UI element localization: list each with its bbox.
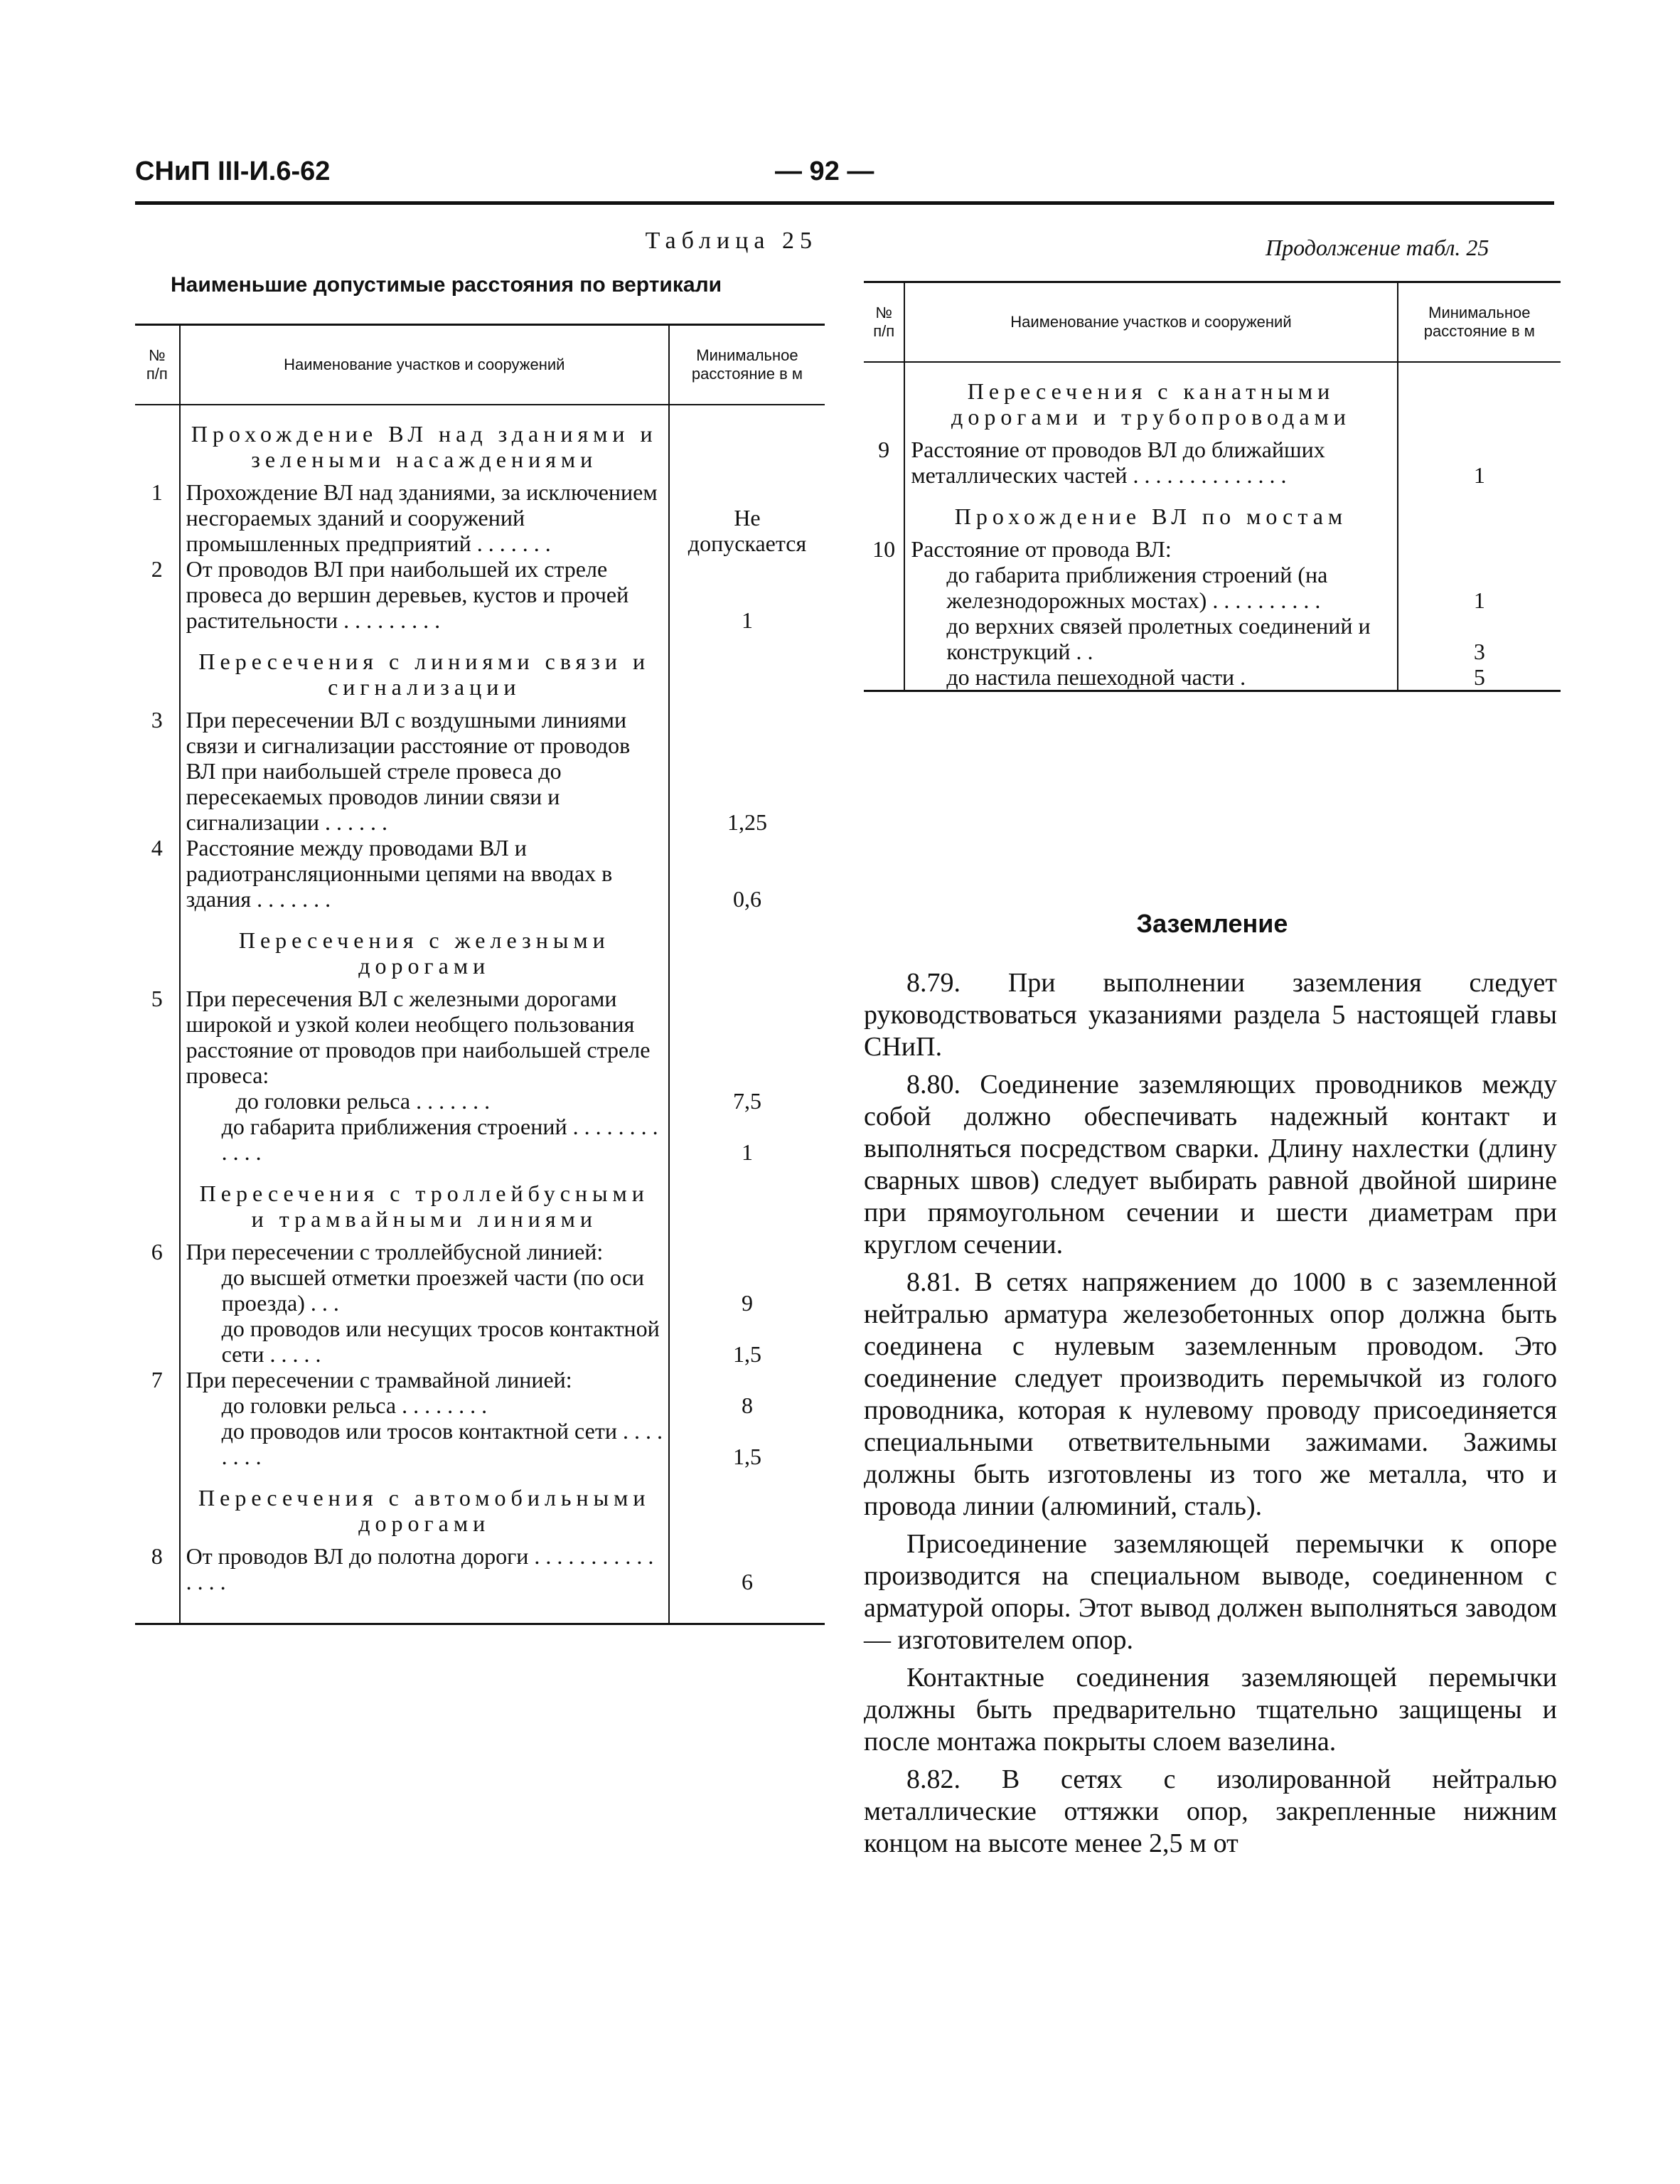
row-value: Не допускается [687,505,807,556]
table-subrow [135,1088,825,1114]
header-rule [135,201,1554,205]
table-subrow [135,1264,825,1316]
section-title: Пересечения с канатными дорогами и трубопроводами [904,362,1397,437]
subrow-text: до проводов или несущих тросов контактной сети . . . . . [221,1316,660,1367]
table-row [135,479,825,556]
row-number: 9 [864,437,904,488]
row-value: 1,25 [727,809,767,835]
row-value: 5 [1473,664,1485,690]
section-title: Пересечения с троллейбусными и трамвайными линиями [180,1165,669,1239]
row-number: 5 [135,986,180,1088]
row-number: 10 [864,536,904,562]
table-row [864,536,1561,562]
table-row [135,1543,825,1594]
col-header-number: № п/п [135,325,180,405]
section-title: Прохождение ВЛ по мостам [904,488,1397,536]
table-row [135,986,825,1088]
row-number: 2 [135,556,180,633]
row-text: Расстояние от провода ВЛ: [904,536,1397,562]
row-value: 8 [741,1392,753,1418]
table-subrow [864,664,1561,691]
subrow-text: до настила пешеходной части . [946,664,1246,690]
row-value: 3 [1473,639,1485,664]
row-text: Расстояние между проводами ВЛ и радиотрансляционными цепями на вводах в здания . . . . . . . [180,835,669,912]
table-row [135,835,825,912]
row-text: От проводов ВЛ до полотна дороги . . . . . . . . . . . . . . . [180,1543,669,1594]
row-text: При пересечения ВЛ с железными дорогами широкой и узкой колеи необщего пользования расстояние от проводов при наибольшей стреле провеса: [180,986,669,1088]
table-25 [135,324,825,1625]
table-header-row [135,325,825,405]
row-number: 8 [135,1543,180,1594]
row-number: 7 [135,1367,180,1392]
paragraph: 8.79. При выполнении заземления следует руководствоваться указаниями раздела 5 настоящей главы СНиП. [864,968,1557,1062]
section-heading: Заземление [1136,909,1288,938]
paragraph: 8.82. В сетях с изолированной нейтралью металлические оттяжки опор, закрепленные нижним концом на высоте менее 2,5 м от [864,1764,1557,1858]
table-header-row [864,282,1561,363]
subrow-text: до габарита приближения строений . . . . . . . . . . . . [221,1114,658,1165]
row-value: 1 [1473,462,1485,488]
subrow-text: до высшей отметки проезжей части (по оси проезда) . . . [221,1264,645,1316]
section-row [864,362,1561,437]
section-row [135,1165,825,1239]
row-text: Прохождение ВЛ над зданиями, за исключением несгораемых зданий и сооружений промышленных предприятий . . . . . . . [180,479,669,556]
paragraph: Присоединение заземляющей перемычки к опоре производится на специальном выводе, соединенном с арматурой опоры. Этот вывод должен выполняться заводом — изготовителем опор. [864,1529,1557,1655]
table-subrow [135,1316,825,1367]
row-text: При пересечении с троллейбусной линией: [180,1239,669,1264]
page-number: — 92 — [775,156,874,186]
row-value: 6 [741,1569,753,1594]
row-value: 1,5 [732,1341,761,1367]
subrow-text: до головки рельса . . . . . . . . [221,1392,488,1418]
document-code: СНиП III-И.6-62 [135,156,331,186]
table-subrow [864,613,1561,664]
section-title: Пересечения с железными дорогами [180,912,669,986]
col-header-distance: Минимальное расстояние в м [1398,282,1561,363]
row-number: 3 [135,707,180,835]
section-row [135,633,825,707]
paragraph: Контактные соединения заземляющей перемычки должны быть предварительно тщательно защищены и после монтажа покрыты слоем вазелина. [864,1663,1557,1757]
section-row [864,488,1561,536]
table-title: Наименьшие допустимые расстояния по вертикали [171,273,722,297]
row-text: От проводов ВЛ при наибольшей их стреле провеса до вершин деревьев, кустов и прочей растительности . . . . . . . . . [180,556,669,633]
row-text: При пересечении ВЛ с воздушными линиями связи и сигнализации расстояние от проводов ВЛ при наибольшей стреле провеса до пересекаемых проводов линии связи и сигнализации . . . . . . [180,707,669,835]
section-body [864,967,1557,1865]
section-row [135,1469,825,1543]
table-subrow [135,1114,825,1165]
col-header-distance: Минимальное расстояние в м [669,325,825,405]
table-subrow [864,562,1561,613]
table-continuation-caption: Продолжение табл. 25 [1266,235,1489,260]
table-row [864,437,1561,488]
table-25-continued [864,281,1561,692]
row-value: 1 [1473,587,1485,613]
table-subrow [135,1392,825,1418]
subrow-text: до габарита приближения строений (на железнодорожных мостах) . . . . . . . . . . [946,562,1328,613]
table-row [135,556,825,633]
left-column [135,228,825,297]
table-row [135,1367,825,1392]
paragraph: 8.80. Соединение заземляющих проводников между собой должно обеспечивать надежный контакт и выполняться посредством сварки. Длину нахлестки (длину сварных швов) следует выбирать равной двойной ширине при прямоугольном сечении и шести диаметрам при круглом сечении. [864,1070,1557,1259]
row-number: 1 [135,479,180,556]
table-caption: Таблица 25 [645,228,818,254]
subrow-text: до проводов или тросов контактной сети . . . . . . . . [221,1418,663,1469]
row-value: 1 [741,607,753,633]
section-row [135,405,825,479]
table-row [135,1239,825,1264]
paragraph: 8.81. В сетях напряжением до 1000 в с заземленной нейтралью арматура железобетонных опор должна быть соединена с нулевым заземленным проводом. Это соединение следует производить перемычкой из голого проводника, которая к нулевому проводу присоединяется специальными ответвительными зажимами. Зажимы должны быть изготовлены из того же металла, что и провода линии (алюминий, сталь). [864,1267,1557,1521]
table-subrow [135,1418,825,1469]
row-number: 6 [135,1239,180,1264]
row-value: 1 [741,1139,753,1165]
row-text: Расстояние от проводов ВЛ до ближайших металлических частей . . . . . . . . . . . . . . [904,437,1397,488]
page-header [135,156,1554,199]
row-text: При пересечении с трамвайной линией: [180,1367,669,1392]
section-row [135,912,825,986]
row-value: 0,6 [732,886,761,912]
col-header-name: Наименование участков и сооружений [180,325,669,405]
col-header-number: № п/п [864,282,904,363]
row-value: 7,5 [732,1088,761,1114]
section-title: Прохождение ВЛ над зданиями и зелеными насаждениями [180,405,669,479]
table-row [135,707,825,835]
row-value: 9 [741,1290,753,1316]
row-number: 4 [135,835,180,912]
col-header-name: Наименование участков и сооружений [904,282,1397,363]
section-title: Пересечения с линиями связи и сигнализации [180,633,669,707]
section-title: Пересечения с автомобильными дорогами [180,1469,669,1543]
row-value: 1,5 [732,1444,761,1469]
subrow-text: до головки рельса . . . . . . . [235,1088,491,1114]
subrow-text: до верхних связей пролетных соединений и конструкций . . [946,613,1371,664]
